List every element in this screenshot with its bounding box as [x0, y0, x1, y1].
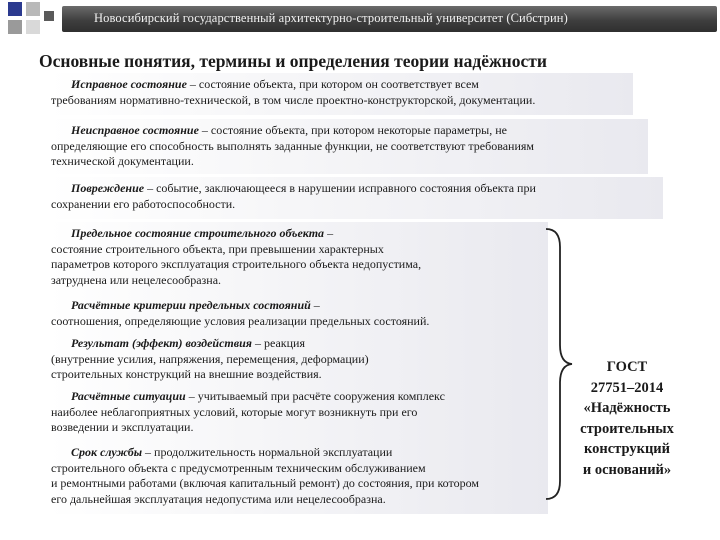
definition-text: строительных конструкций на внешние воздействия. — [51, 367, 322, 381]
definition-term: Расчётные критерии предельных состояний — [71, 298, 311, 312]
definition-item: Результат (эффект) воздействия – реакция (внутренние усилия, напряжения, перемещения, деформации) строительных конструкций на внешние воздействия. — [51, 336, 369, 381]
definition-text: учитываемый при расчёте сооружения комплекс — [197, 389, 445, 403]
definition-term: Предельное состояние строительного объекта — [71, 226, 325, 240]
definition-text: возведении и эксплуатации. — [51, 420, 194, 434]
definition-text: состояние объекта, при котором некоторые параметры, не — [210, 123, 507, 137]
definition-text: параметров которого эксплуатация строительного объекта недопустима, — [51, 257, 422, 271]
definition-text: требованиям нормативно-технической, в том числе проектно-конструкторской, документации. — [51, 92, 536, 107]
university-logo — [2, 2, 62, 42]
university-name: Новосибирский государственный архитектурно-строительный университет (Сибстрин) — [94, 11, 568, 25]
definition-text: состояние объекта, при котором он соответствует всем — [198, 77, 479, 91]
definition-item: Расчётные ситуации – учитываемый при расчёте сооружения комплекс наиболее неблагоприятных условий, которые могут возникнуть при его возведении и эксплуатации. — [51, 389, 445, 434]
definition-text: сохранении его работоспособности. — [51, 196, 236, 211]
definition-text: наиболее неблагоприятных условий, которые могут возникнуть при его — [51, 404, 418, 419]
gost-line: «Надёжность — [583, 400, 671, 416]
definition-item: Срок службы – продолжительность нормальной эксплуатации строительного объекта с предусмотренным техническим обслуживанием и ремонтными работами (включая капитальный ремонт) до состояния, при котором его дальнейшая эксплуатация недопустима или нецелесообразна. — [51, 445, 479, 506]
definition-text: состояние строительного объекта, при превышении характерных — [51, 241, 384, 256]
definition-item: Исправное состояние – состояние объекта, при котором он соответствует всем требованиям нормативно-технической, в том числе проектно-конструкторской, документации. — [51, 77, 536, 107]
definition-item: Неисправное состояние – состояние объекта, при котором некоторые параметры, не определяющие его способность выполнять заданные функции, не соответствуют требованиям технической документации. — [51, 123, 534, 168]
gost-line: 27751–2014 — [590, 379, 664, 396]
definition-item: Предельное состояние строительного объекта – состояние строительного объекта, при превышении характерных параметров которого эксплуатация строительного объекта недопустима, затруднена или нецелесообразна. — [51, 226, 422, 287]
definition-text: реакция — [263, 336, 305, 350]
gost-line: конструкций — [583, 441, 671, 457]
definition-item: Расчётные критерии предельных состояний – соотношения, определяющие условия реализации предельных состояний. — [51, 298, 430, 328]
definition-term: Результат (эффект) воздействия — [71, 336, 252, 350]
definition-text: продолжительность нормальной эксплуатации — [154, 445, 393, 459]
definition-text: строительного объекта с предусмотренным техническим обслуживанием — [51, 460, 426, 475]
definition-text: и ремонтными работами (включая капитальный ремонт) до состояния, при котором — [51, 476, 479, 490]
definition-text: затруднена или нецелесообразна. — [51, 272, 222, 287]
definition-term: Срок службы — [71, 445, 143, 459]
page-title: Основные понятия, термины и определения теории надёжности — [39, 51, 547, 71]
definition-term: Расчётные ситуации — [71, 389, 186, 403]
gost-reference — [567, 357, 687, 480]
definition-text: (внутренние усилия, напряжения, перемещения, деформации) — [51, 351, 369, 366]
definition-item: Повреждение – событие, заключающееся в нарушении исправного состояния объекта при сохранении его работоспособности. — [51, 181, 536, 211]
definition-text: соотношения, определяющие условия реализации предельных состояний. — [51, 313, 430, 328]
gost-line: строительных — [580, 420, 674, 437]
definition-term: Исправное состояние — [71, 77, 187, 91]
definition-text: определяющие его способность выполнять заданные функции, не соответствуют требованиям — [51, 138, 534, 153]
gost-line: и оснований» — [582, 461, 672, 478]
definition-term: Повреждение — [71, 181, 145, 195]
gost-line: ГОСТ — [606, 359, 648, 375]
definition-text: его дальнейшая эксплуатация недопустима или нецелесообразна. — [51, 491, 386, 506]
definition-text: событие, заключающееся в нарушении исправного состояния объекта при — [156, 181, 536, 195]
definition-term: Неисправное состояние — [71, 123, 199, 137]
definition-text: технической документации. — [51, 154, 194, 168]
